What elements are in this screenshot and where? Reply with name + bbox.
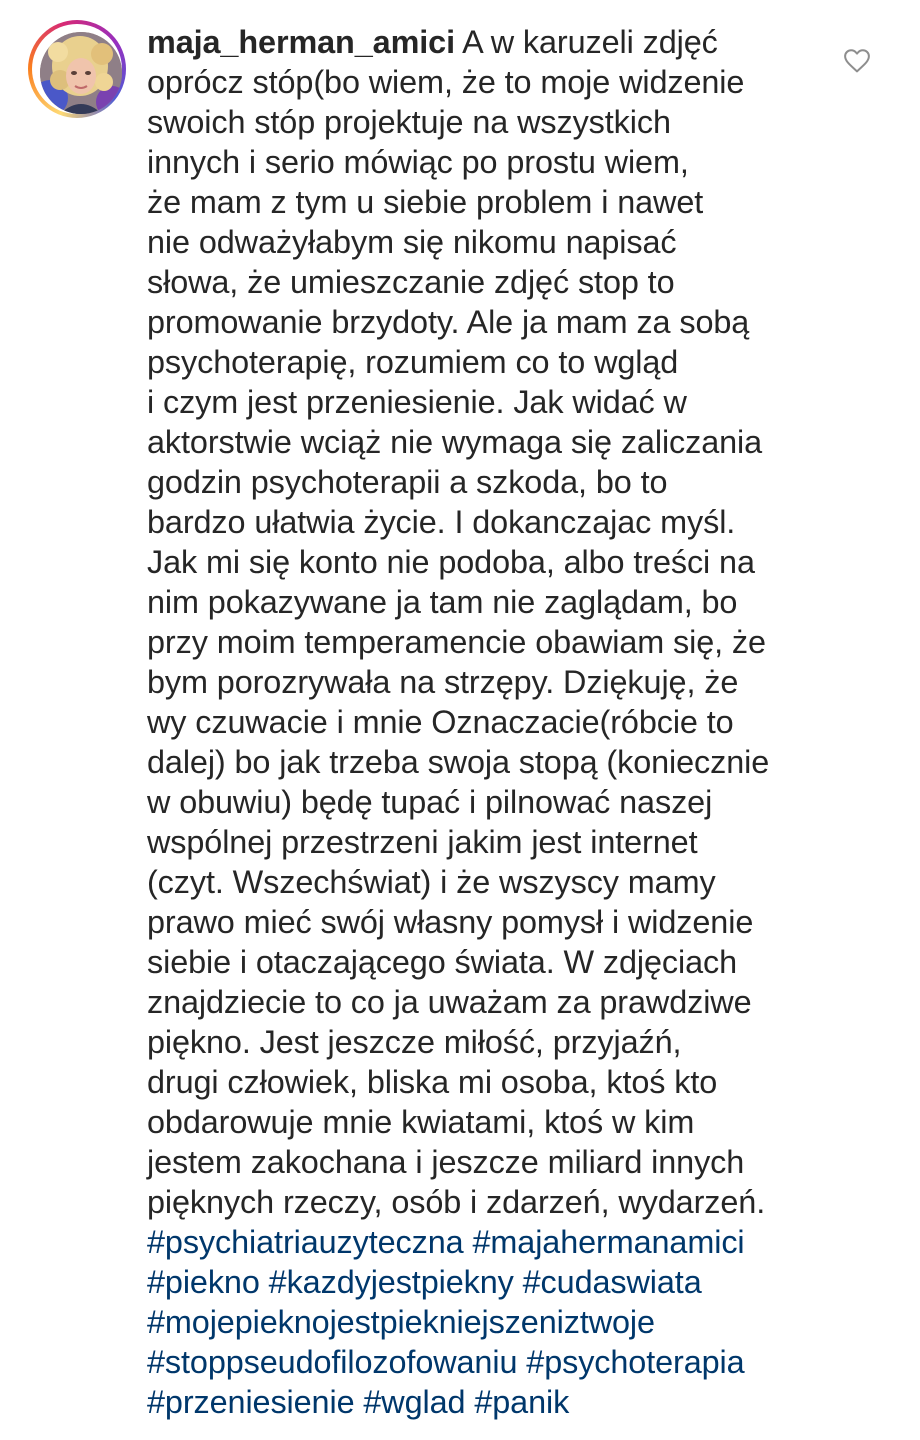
comment-line: że mam z tym u siebie problem i nawet (147, 184, 704, 220)
comment-line: oprócz stóp(bo wiem, że to moje widzenie (147, 64, 745, 100)
comment-text (147, 22, 827, 1422)
hashtags (147, 1222, 827, 1422)
comment-line: innych i serio mówiąc po prostu wiem, (147, 144, 689, 180)
comment-body (147, 62, 827, 1222)
comment-first-line (147, 22, 827, 62)
comment-line: prawo mieć swój własny pomysł i widzenie (147, 904, 754, 940)
comment-line: pięknych rzeczy, osób i zdarzeń, wydarzeń. (147, 1184, 766, 1220)
comment-line: jestem zakochana i jeszcze miliard innych (147, 1144, 745, 1180)
comment-line: swoich stóp projektuje na wszystkich (147, 104, 671, 140)
comment-line: godzin psychoterapii a szkoda, bo to (147, 464, 668, 500)
hashtag-link[interactable]: #majahermanamici (472, 1224, 745, 1260)
comment-line: obdarowuje mnie kwiatami, ktoś w kim (147, 1104, 695, 1140)
comment-line: Jak mi się konto nie podoba, albo treści na (147, 544, 755, 580)
hashtag-line (147, 1382, 827, 1422)
hashtag-line (147, 1342, 827, 1382)
comment-line: bardzo ułatwia życie. I dokanczajac myśl. (147, 504, 736, 540)
comment-line: wy czuwacie i mnie Oznaczacie(róbcie to (147, 704, 734, 740)
comment-line: drugi człowiek, bliska mi osoba, ktoś kto (147, 1064, 718, 1100)
comment-line: bym porozrywała na strzępy. Dziękuję, że (147, 664, 739, 700)
comment-line: nim pokazywane ja tam nie zaglądam, bo (147, 584, 738, 620)
hashtag-link[interactable]: #stoppseudofilozofowaniu (147, 1344, 518, 1380)
hashtag-line (147, 1302, 827, 1342)
hashtag-line (147, 1222, 827, 1262)
hashtag-link[interactable]: #mojepieknojestpiekniejszeniztwoje (147, 1304, 655, 1340)
avatar[interactable] (40, 32, 122, 114)
avatar-image (40, 32, 122, 114)
hashtag-link[interactable]: #psychoterapia (526, 1344, 745, 1380)
heart-outline-icon[interactable] (842, 46, 872, 76)
hashtag-link[interactable]: #piekno (147, 1264, 260, 1300)
comment-line: (czyt. Wszechświat) i że wszyscy mamy (147, 864, 716, 900)
hashtag-link[interactable]: #panik (474, 1384, 570, 1420)
comment-line: znajdziecie to co ja uważam za prawdziwe (147, 984, 752, 1020)
hashtag-line (147, 1262, 827, 1302)
comment-line: nie odważyłabym się nikomu napisać (147, 224, 677, 260)
hashtag-link[interactable]: #kazdyjestpiekny (268, 1264, 514, 1300)
comment-line: wspólnej przestrzeni jakim jest internet (147, 824, 698, 860)
username-link[interactable]: maja_herman_amici (147, 24, 455, 60)
comment-text-start: A w karuzeli zdjęć (455, 24, 718, 60)
hashtag-link[interactable]: #przeniesienie (147, 1384, 355, 1420)
comment-line: promowanie brzydoty. Ale ja mam za sobą (147, 304, 750, 340)
comment-line: w obuwiu) będę tupać i pilnować naszej (147, 784, 713, 820)
story-ring[interactable] (28, 20, 126, 118)
hashtag-link[interactable]: #wglad (363, 1384, 466, 1420)
comment-line: aktorstwie wciąż nie wymaga się zaliczania (147, 424, 763, 460)
comment-line: słowa, że umieszczanie zdjęć stop to (147, 264, 675, 300)
hashtag-link[interactable]: #psychiatriauzyteczna (147, 1224, 464, 1260)
comment-line: psychoterapię, rozumiem co to wgląd (147, 344, 679, 380)
hashtag-link[interactable]: #cudaswiata (522, 1264, 702, 1300)
comment-line: dalej) bo jak trzeba swoja stopą (koniecznie (147, 744, 770, 780)
comment-line: piękno. Jest jeszcze miłość, przyjaźń, (147, 1024, 682, 1060)
comment-line: przy moim temperamencie obawiam się, że (147, 624, 766, 660)
comment-line: i czym jest przeniesienie. Jak widać w (147, 384, 687, 420)
avatar-border (32, 24, 122, 114)
comment-line: siebie i otaczającego świata. W zdjęciach (147, 944, 738, 980)
